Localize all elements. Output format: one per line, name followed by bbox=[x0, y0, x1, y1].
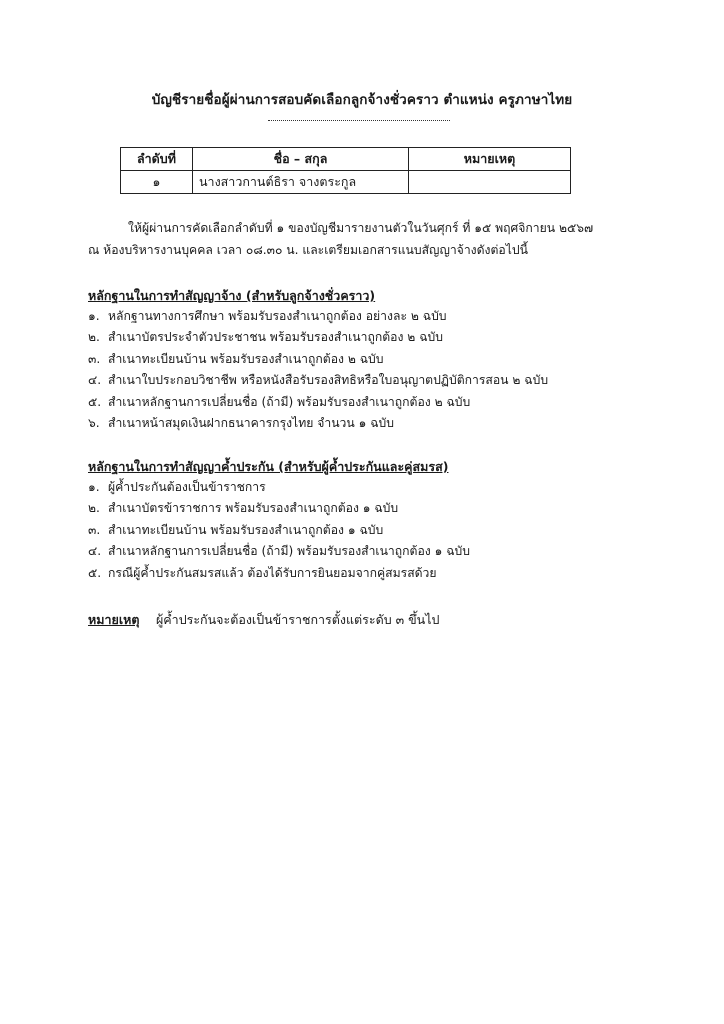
item-number: ๕. bbox=[88, 565, 102, 580]
header-order: ลำดับที่ bbox=[121, 148, 193, 171]
list-item bbox=[88, 349, 548, 370]
item-text: สำเนาบัตรข้าราชการ พร้อมรับรองสำเนาถูกต้อง ๑ ฉบับ bbox=[108, 501, 399, 516]
item-text: สำเนาใบประกอบวิชาชีพ หรือหนังสือรับรองสิทธิหรือใบอนุญาตปฏิบัติการสอน ๒ ฉบับ bbox=[108, 373, 549, 388]
item-text: กรณีผู้ค้ำประกันสมรสแล้ว ต้องได้รับการยินยอมจากคู่สมรสด้วย bbox=[108, 565, 437, 580]
item-number: ๔. bbox=[88, 373, 102, 388]
candidate-table bbox=[120, 147, 571, 194]
document-title: บัญชีรายชื่อผู้ผ่านการสอบคัดเลือกลูกจ้างชั่วคราว ตำแหน่ง ครูภาษาไทย bbox=[151, 92, 573, 108]
note-text: ผู้ค้ำประกันจะต้องเป็นข้าราชการตั้งแต่ระดับ ๓ ขึ้นไป bbox=[155, 612, 440, 627]
item-number: ๕. bbox=[88, 394, 102, 409]
list-item bbox=[88, 392, 548, 413]
section1-list bbox=[88, 306, 548, 434]
item-text: สำเนาหน้าสมุดเงินฝากธนาคารกรุงไทย จำนวน ๑ ฉบับ bbox=[108, 415, 394, 430]
intro-line-2: ณ ห้องบริหารงานบุคคล เวลา ๐๘.๓๐ น. และเตรียมเอกสารแนบสัญญาจ้างดังต่อไปนี้ bbox=[88, 243, 528, 257]
list-item bbox=[88, 477, 470, 498]
list-item bbox=[88, 306, 548, 327]
item-text: สำเนาทะเบียนบ้าน พร้อมรับรองสำเนาถูกต้อง ๑ ฉบับ bbox=[108, 522, 384, 537]
section2-heading: หลักฐานในการทำสัญญาค้ำประกัน (สำหรับผู้ค้ำประกันและคู่สมรส) bbox=[88, 459, 449, 474]
item-text: สำเนาหลักฐานการเปลี่ยนชื่อ (ถ้ามี) พร้อมรับรองสำเนาถูกต้อง ๒ ฉบับ bbox=[108, 394, 471, 409]
list-item bbox=[88, 541, 470, 562]
list-item bbox=[88, 563, 470, 584]
dotted-divider bbox=[268, 118, 450, 121]
item-text: สำเนาหลักฐานการเปลี่ยนชื่อ (ถ้ามี) พร้อมรับรองสำเนาถูกต้อง ๑ ฉบับ bbox=[108, 544, 470, 559]
cell-name: นางสาวกานต์ธิรา จางตระกูล bbox=[193, 171, 409, 194]
item-text: สำเนาทะเบียนบ้าน พร้อมรับรองสำเนาถูกต้อง ๒ ฉบับ bbox=[108, 351, 384, 366]
cell-order: ๑ bbox=[121, 171, 193, 194]
item-number: ๔. bbox=[88, 544, 102, 559]
section1-heading: หลักฐานในการทำสัญญาจ้าง (สำหรับลูกจ้างชั่วคราว) bbox=[88, 288, 376, 303]
item-number: ๓. bbox=[88, 522, 101, 537]
header-remark: หมายเหตุ bbox=[409, 148, 571, 171]
header-name: ชื่อ – สกุล bbox=[193, 148, 409, 171]
cell-remark bbox=[409, 171, 571, 194]
list-item bbox=[88, 327, 548, 348]
item-text: สำเนาบัตรประจำตัวประชาชน พร้อมรับรองสำเนาถูกต้อง ๒ ฉบับ bbox=[108, 330, 443, 345]
table-header-row bbox=[121, 148, 571, 171]
item-number: ๑. bbox=[88, 480, 100, 494]
list-item bbox=[88, 498, 470, 519]
item-number: ๑. bbox=[88, 309, 100, 323]
item-number: ๖. bbox=[88, 415, 100, 430]
footnote bbox=[88, 610, 439, 630]
item-number: ๒. bbox=[88, 330, 100, 345]
list-item bbox=[88, 370, 548, 391]
item-number: ๒. bbox=[88, 501, 100, 516]
item-text: ผู้ค้ำประกันต้องเป็นข้าราชการ bbox=[108, 480, 266, 494]
item-number: ๓. bbox=[88, 351, 101, 366]
item-text: หลักฐานทางการศึกษา พร้อมรับรองสำเนาถูกต้อง อย่างละ ๒ ฉบับ bbox=[108, 309, 447, 323]
table-row bbox=[121, 171, 571, 194]
list-item bbox=[88, 413, 548, 434]
note-label: หมายเหตุ bbox=[88, 612, 140, 627]
section2-list bbox=[88, 477, 470, 584]
intro-line-1: ให้ผู้ผ่านการคัดเลือกลำดับที่ ๑ ของบัญชีมารายงานตัวในวันศุกร์ ที่ ๑๕ พฤศจิกายน ๒๕๖๗ bbox=[128, 221, 594, 235]
list-item bbox=[88, 520, 470, 541]
